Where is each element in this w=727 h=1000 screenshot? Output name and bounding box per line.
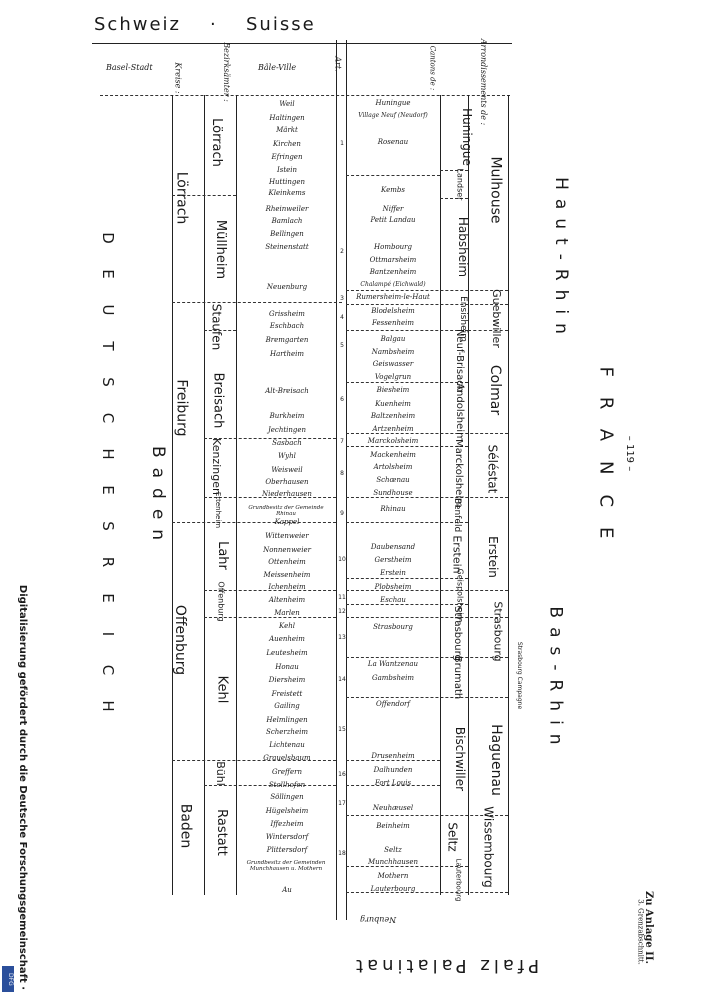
div-seltz-lauterbourg (346, 866, 468, 867)
canton-huningue: Huningue (459, 108, 474, 166)
french-commune: Gerstheim (374, 556, 412, 564)
top-rule (92, 43, 512, 44)
div-art14-15 (346, 697, 508, 698)
deutsches-reich-letter: C (99, 412, 117, 424)
german-municipality: Neuenburg (266, 283, 308, 291)
div-art11-12 (346, 604, 468, 605)
page-number: – 119 – (624, 435, 636, 472)
canton-brumath: Brumath (452, 655, 464, 700)
german-municipality: Oberhausen (265, 478, 309, 486)
deutsches-reich-text (96, 220, 120, 724)
french-commune: Rosenau (377, 138, 409, 146)
german-municipality: Grundbesitz der Gemeinden Munchhausen u. Mothern (246, 860, 326, 872)
arrond-colmar: Colmar (487, 364, 504, 416)
french-commune: Offendorf (376, 700, 410, 708)
article-number: 13 (338, 634, 346, 641)
deutsches-reich-letter: C (99, 664, 117, 676)
french-commune: Daubensand (370, 543, 416, 551)
german-municipality: Haltingen (269, 114, 305, 122)
article-number: 1 (340, 140, 344, 147)
article-number: 14 (338, 676, 346, 683)
canton-geispolsheim: Geispolsheim (455, 568, 465, 623)
div-art1-2 (346, 175, 440, 176)
french-commune: Village Neuf (Neudorf) (358, 112, 428, 119)
article-number: 4 (340, 314, 344, 321)
deutsches-reich-letter: E (99, 593, 117, 603)
div-art5-6 (346, 382, 468, 383)
kreis-loerrach: Lörrach (173, 171, 190, 225)
div-erstein-geispolsheim (346, 578, 468, 579)
german-municipality: Märkt (276, 126, 298, 134)
french-commune: Eschau (380, 596, 406, 604)
french-commune: Biesheim (376, 386, 410, 394)
header-dot: · (210, 14, 218, 35)
deutsches-reich-letter: H (99, 448, 117, 460)
french-commune: Mothern (377, 872, 409, 880)
german-municipality: Bamlach (271, 217, 303, 225)
dfg-logo: DFG (2, 966, 14, 992)
german-municipality: Grauelsbaum (263, 754, 311, 762)
german-municipality: Greffern (271, 768, 303, 776)
german-municipality: Leutesheim (266, 649, 308, 657)
german-municipality: Sasbach (272, 439, 302, 447)
german-municipality: Stollhofen (268, 781, 306, 789)
german-municipality: Huttingen (268, 178, 306, 186)
label-pfalz-palatinat: Pfalz Palatinat (352, 955, 540, 976)
article-number: 16 (338, 771, 346, 778)
article-number: 5 (340, 342, 344, 349)
german-municipality: Rheinweiler (265, 205, 309, 213)
bezirk-kehl: Kehl (214, 675, 230, 704)
french-commune: Plobsheim (374, 583, 412, 591)
german-municipality: Hartheim (270, 350, 304, 358)
bezirk-muellheim: Müllheim (213, 219, 229, 280)
deutsches-reich-letter: E (99, 485, 117, 495)
div-art3-4 (346, 304, 508, 305)
german-municipality: Jechtingen (267, 426, 307, 434)
annex-subtitle: 3. Grenzabschnitt. (636, 899, 645, 965)
german-municipality: Marlen (274, 609, 300, 617)
label-neuburg: Neuburg (360, 915, 397, 924)
border-line-de (336, 40, 337, 920)
french-commune: Sundhouse (373, 489, 413, 497)
german-municipality: Plittersdorf (266, 846, 308, 854)
country-deutsches-reich (96, 220, 120, 724)
deutsches-reich-letter: T (99, 341, 117, 351)
canton-bischwiller: Bischwiller (453, 726, 468, 792)
french-commune: Balgau (380, 335, 406, 343)
bezirk-buehl: Bühl (213, 761, 227, 786)
article-number: 11 (338, 594, 346, 601)
arrond-mulhouse: Mulhouse (487, 156, 504, 224)
french-commune: Chalampé (Eichwald) (360, 281, 426, 288)
german-municipality: Kirchen (273, 140, 301, 148)
bezirk-kenzingen: Kenzingen (209, 438, 223, 495)
german-municipality: Weisweil (271, 466, 303, 474)
div-art7-8 (346, 446, 468, 447)
french-commune: Fessenheim (372, 319, 414, 327)
french-commune: Strasbourg (373, 623, 413, 631)
bezirk-loerrach: Lörrach (208, 118, 224, 167)
german-municipality: Scherzheim (266, 728, 308, 736)
deutsches-reich-letter: U (99, 304, 117, 316)
french-commune: La Wantzenau (367, 660, 419, 668)
german-municipality: Grissheim (269, 310, 305, 318)
french-commune: Blodelsheim (371, 307, 415, 315)
div-art8-9 (346, 497, 508, 498)
canton-marckolsheim: Marckolsheim (452, 439, 464, 508)
article-number: 3 (340, 295, 344, 302)
canton-erstein: Erstein (450, 535, 464, 574)
div-art4-5 (346, 330, 468, 331)
german-municipality: Bellingen (270, 230, 304, 238)
german-municipality: Bremgarten (265, 336, 309, 344)
deutsches-reich-letter: D (99, 232, 117, 244)
label-arrondissements: Arrondissements de : (479, 38, 489, 126)
bezirk-offenburg: Offenburg (216, 581, 226, 622)
kreis-freiburg: Freiburg (173, 379, 190, 437)
kreis-offenburg: Offenburg (172, 604, 189, 676)
german-municipality: Grundbesitz der Gemeinde Rhinau (248, 505, 324, 517)
canton-andolsheim: Andolsheim (453, 383, 465, 442)
arrond-erstein: Erstein (485, 536, 500, 578)
canton-habsheim: Habsheim (456, 216, 471, 278)
french-commune: Gambsheim (371, 674, 414, 682)
deutsches-reich-letter: I (99, 631, 117, 637)
div-art13-14 (346, 657, 508, 658)
german-municipality: Lichtenau (269, 741, 305, 749)
div-art2-3 (346, 290, 508, 291)
article-number: 15 (338, 726, 346, 733)
arrond-wissembourg: Wissembourg (481, 806, 496, 888)
cantons-right-line (468, 95, 469, 895)
article-number: 6 (340, 396, 344, 403)
communes-right-line (440, 95, 441, 895)
arrond-haguenau: Haguenau (487, 724, 504, 796)
german-municipality: Niederhausen (262, 490, 312, 498)
div-art15-16 (346, 760, 440, 761)
german-municipality: Söllingen (270, 793, 304, 801)
deutsches-reich-letter: S (99, 521, 117, 531)
french-commune: Beinheim (376, 822, 410, 830)
bezirk-lahr: Lahr (214, 541, 230, 570)
label-basel-stadt: Basel-Stadt (106, 63, 153, 72)
french-commune: Schœnau (376, 476, 410, 484)
german-municipality: Wittenweier (265, 532, 309, 540)
div-art6-7 (346, 433, 508, 434)
label-kreise: Kreise : (173, 62, 183, 94)
german-municipality: Kleinkems (268, 189, 306, 197)
french-commune: Fort Louis (374, 779, 412, 787)
label-cantons: Cantons de : (428, 45, 437, 91)
german-municipality: Burkheim (269, 412, 305, 420)
french-commune: Seltz (384, 846, 402, 854)
german-municipality: Wyhl (278, 452, 296, 460)
article-number: 8 (340, 470, 344, 477)
canton-landser: Landser (455, 168, 465, 201)
german-municipality: Freistett (271, 690, 303, 698)
french-commune: Neuhæusel (372, 804, 414, 812)
bezirk-rastatt: Rastatt (213, 809, 229, 856)
canton-strasbourg: Strasbourg (451, 606, 463, 661)
french-commune: Petit Landau (370, 216, 416, 224)
header-border (100, 95, 510, 96)
deutsches-reich-letter: H (99, 700, 117, 712)
arrond-selestat: Séléstat (485, 444, 500, 494)
bezirke-right-line (236, 95, 237, 895)
french-commune: Ottmarsheim (369, 256, 417, 264)
german-municipality: Ottenheim (268, 558, 306, 566)
french-commune: Kembs (381, 186, 405, 194)
header-schweiz: Schweiz (94, 14, 181, 35)
div-art9-10 (346, 522, 468, 523)
label-bale-ville: Bâle-Ville (258, 63, 297, 72)
bezirk-staufen: Staufen (209, 303, 224, 351)
canton-ensisheim: Ensisheim (457, 296, 468, 342)
canton-benfeld: Benfeld (452, 497, 463, 533)
german-municipality: Weil (279, 100, 295, 108)
canton-lauterbourg: Lauterbourg (454, 858, 463, 902)
arrond-strasbourg: Strasbourg (491, 601, 505, 662)
french-commune: Bantzenheim (369, 268, 417, 276)
article-number: 10 (338, 556, 346, 563)
deutsches-reich-letter: R (99, 556, 117, 568)
french-commune: Baltzenheim (370, 412, 416, 420)
deutsches-reich-letter: E (99, 269, 117, 279)
german-municipality: Honau (275, 663, 299, 671)
french-commune: Dalhunden (373, 766, 413, 774)
french-commune: Lauterbourg (370, 885, 416, 893)
german-municipality: Ichenheim (268, 583, 306, 591)
dept-haut-rhin: Haut-Rhin (550, 177, 571, 343)
arrond-guebwiller: Guebwiller (489, 289, 503, 348)
german-municipality: Kappel (274, 518, 300, 526)
div-kreis-loerrach-freiburg (172, 302, 342, 303)
french-commune: Rumersheim-le-Haut (356, 293, 430, 301)
article-number: 2 (340, 248, 344, 255)
german-municipality: Alt-Breisach (265, 387, 309, 395)
french-commune: Kuenheim (375, 400, 411, 408)
bezirk-breisach: Breisach (210, 372, 226, 429)
german-municipality: Steinenstatt (265, 243, 309, 251)
french-commune: Marckolsheim (367, 437, 419, 445)
french-commune: Rhinau (380, 505, 406, 513)
french-commune: Huningue (375, 99, 411, 107)
art-line (346, 40, 347, 920)
french-commune: Munchhausen (367, 858, 419, 866)
german-municipality: Gailing (274, 702, 300, 710)
french-commune: Artolsheim (373, 463, 413, 471)
german-municipality: Meissenheim (263, 571, 311, 579)
german-municipality: Kehl (279, 622, 295, 630)
country-france: FRANCE (595, 366, 617, 559)
french-commune: Hombourg (374, 243, 412, 251)
label-art: Art. (333, 56, 343, 72)
french-commune: Vogelgrun (374, 373, 412, 381)
canton-seltz: Seltz (445, 822, 460, 852)
german-municipality: Altenheim (268, 596, 306, 604)
german-municipality: Auenheim (269, 635, 305, 643)
header-suisse: Suisse (246, 14, 316, 35)
article-number: 7 (340, 438, 344, 445)
div-art12-13 (346, 617, 508, 618)
deutsches-reich-letter: S (99, 377, 117, 387)
dept-bas-rhin: Bas-Rhin (545, 606, 566, 754)
annex-title: Zu Anlage II. (643, 890, 655, 965)
german-municipality: Eschbach (269, 322, 305, 330)
article-number: 12 (338, 608, 346, 615)
german-municipality: Efringen (271, 153, 303, 161)
bezirk-ettenheim: Ettenheim (214, 491, 223, 529)
french-commune: Erstein (380, 569, 406, 577)
kreis-baden: Baden (177, 803, 194, 849)
french-commune: Geiswasser (372, 360, 414, 368)
french-commune: Mackenheim (370, 451, 416, 459)
state-baden: Baden (148, 445, 169, 551)
french-commune: Nambsheim (371, 348, 415, 356)
article-number: 17 (338, 800, 346, 807)
article-number: 18 (338, 850, 346, 857)
label-bezirksaemter: Bezirksämter : (221, 42, 231, 102)
canton-neuf-brisach: Neuf-Brisach (454, 328, 466, 393)
german-municipality: Au (282, 886, 292, 894)
arrond-strasbourg-campagne: Strasbourg Campagne (516, 641, 524, 710)
german-municipality: Nonnenweier (263, 546, 311, 554)
article-number: 9 (340, 510, 344, 517)
german-municipality: Iffezheim (270, 820, 304, 828)
german-municipality: Wintersdorf (265, 833, 309, 841)
french-commune: Artzenheim (372, 425, 414, 433)
french-commune: Drusenheim (371, 752, 415, 760)
digitization-credit: Digitalisierung gefördert durch die Deutsche Forschungsgemeinschaft · (17, 584, 29, 991)
german-municipality: Hügelsheim (265, 807, 309, 815)
german-municipality: Helmlingen (266, 716, 308, 724)
german-municipality: Istein (276, 166, 298, 174)
arrond-right-line (508, 95, 509, 895)
french-commune: Niffer (382, 205, 404, 213)
german-municipality: Diersheim (268, 676, 306, 684)
bezirke-left-line (204, 95, 205, 895)
